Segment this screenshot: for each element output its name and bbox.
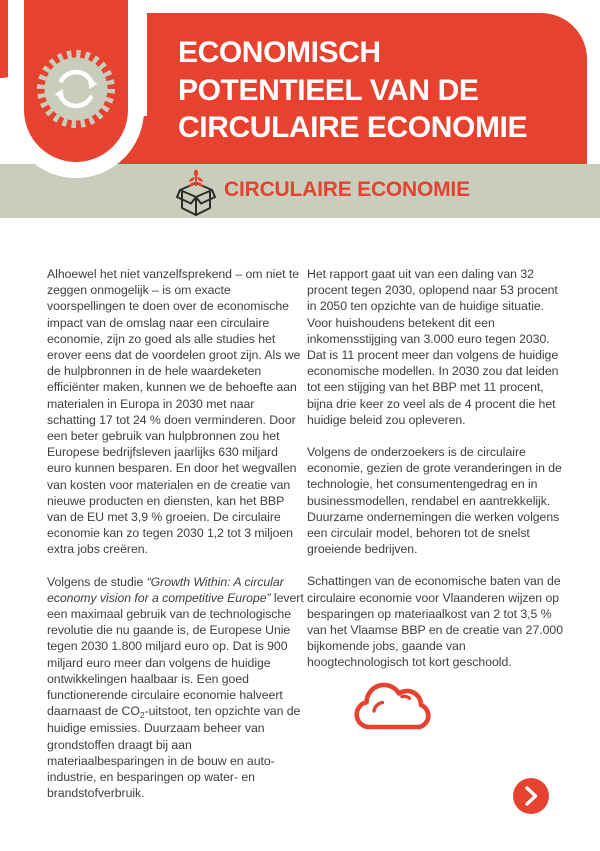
next-page-button[interactable] <box>513 778 549 814</box>
paragraph <box>47 574 304 802</box>
open-box-sprout-icon <box>176 169 216 217</box>
cloud-icon <box>349 682 441 736</box>
chevron-right-icon <box>513 778 549 814</box>
paragraph: Het rapport gaat uit van een daling van 32 procent tegen 2030, oplopend naar 53 procent in 2050 ten opzichte van de huidige situatie. Voor huishoudens betekent dit een inkomensstijging van 3.000 euro tegen 2030. Dat is 11 procent meer dan volgens de huidige economische modellen. In 2030 zou dat leiden tot een stijging van het BBP met 11 procent, bijna drie keer zo veel als de 4 procent die het huidige beleid zou opleveren. <box>307 267 559 427</box>
left-accent-strip <box>0 0 17 78</box>
left-column <box>47 266 304 818</box>
badge-pill <box>24 0 128 162</box>
page-title-line-2: POTENTIEEL VAN DE <box>178 73 479 107</box>
paragraph-body: levert een maximaal gebruik van de technologische revolutie die nu gaande is, de Europese Unie tegen 2030 1.800 miljard euro op. Dat is 900 miljard euro meer dan volgens de huidige ontwikkelingen haalbaar is. Een goed functionerende circulaire economie halveert daarnaast de CO <box>47 590 304 719</box>
right-column <box>307 266 564 687</box>
program-label: CIRCULAIRE ECONOMIE <box>224 178 470 201</box>
paragraph-lead: Volgens de studie <box>47 574 147 589</box>
page-title-line-1: ECONOMISCH <box>178 36 381 69</box>
recycle-gear-icon <box>34 47 118 131</box>
paragraph: Alhoewel het niet vanzelfsprekend – om niet te zeggen onmogelijk – is om exacte voorspellingen te doen over de economische impact van de omslag naar een circulaire economie, zijn zo goed als alle studies het erover eens dat de voordelen groot zijn. Als we de hulpbronnen in de hele waardeketen efficiënter maken, kunnen we de behoefte aan materialen in Europa in 2030 met naar schatting 17 tot 24 % doen verminderen. Door een beter gebruik van hulpbronnen zou het Europese bedrijfsleven jaarlijks 630 miljard euro kunnen besparen. En door het wegvallen van kosten voor materialen en de creatie van nieuwe producten en diensten, kan het BBP van de EU met 3,9 % groeien. De circulaire economie kan zo tegen 2030 1,2 tot 3 miljoen extra jobs creëren. <box>47 267 301 557</box>
title-banner <box>147 13 587 164</box>
paragraph: Schattingen van de economische baten van de circulaire economie voor Vlaanderen wijzen op besparingen op materiaalkost van 2 tot 3,5 % van het Vlaamse BBP en de creatie van 27.000 bijkomende jobs, gaande van hoogtechnologisch tot kort geschoold. <box>307 574 563 670</box>
page-title-line-3: CIRCULAIRE ECONOMIE <box>178 111 528 144</box>
co2-subscript: 2 <box>139 710 145 721</box>
study-title: “Growth Within: A circular economy vision for a competitive Europe” <box>47 574 284 605</box>
paragraph: Volgens de onderzoekers is de circulaire economie, gezien de grote veranderingen in de technologie, het consumentengedrag en in businessmodellen, rendabel en aantrekkelijk. Duurzame ondernemingen die werken volgens een circulair model, behoren tot de snelst groeiende bedrijven. <box>307 445 562 557</box>
paragraph-tail: -uitstoot, ten opzichte van de huidige emissies. Duurzaam beheer van grondstoffen draagt bij aan materiaalbesparingen in de bouw en auto-industrie, en besparingen op water- en brandstofverbruik. <box>47 704 301 801</box>
